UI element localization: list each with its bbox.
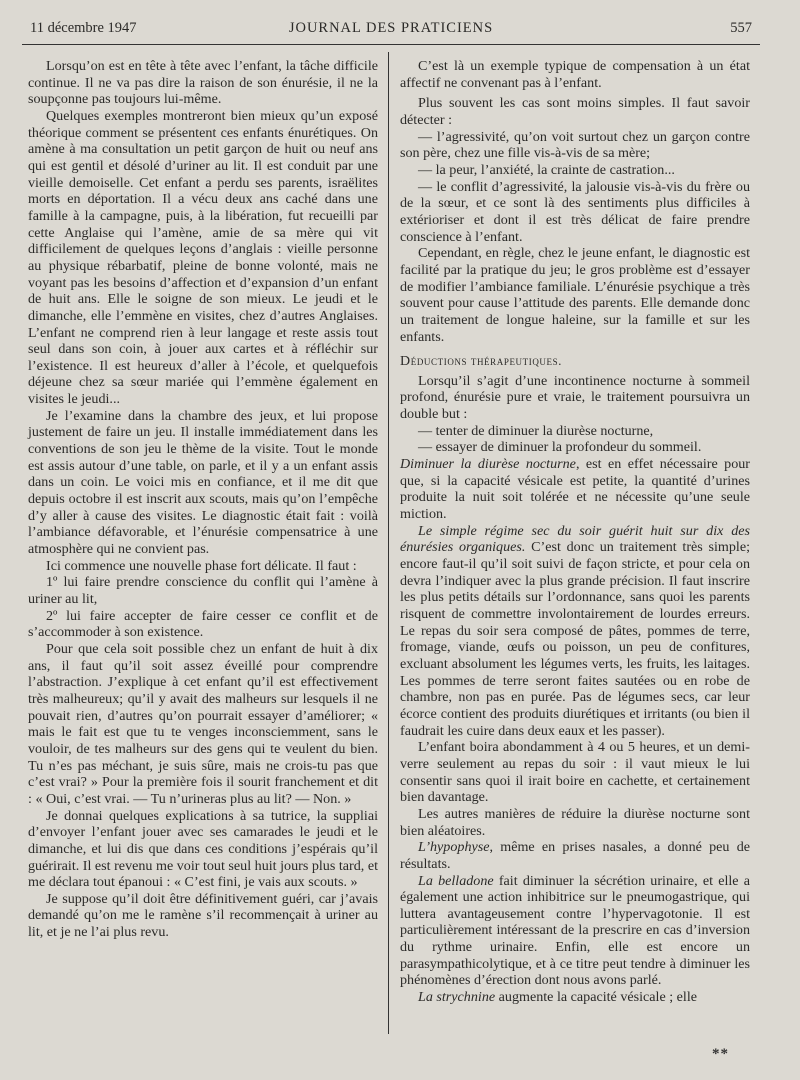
paragraph: C’est là un exemple typique de compensation à un état affectif ne convenant pas à l’enfant. [400,58,750,91]
paragraph: Cependant, en règle, chez le jeune enfant, le diagnostic est facilité par la pratique du jeu; le gros problème est d’essayer de modifier l’ambiance familiale. L’énurésie psychique a très souvent pour cause l’attitude des parents. Elle demande donc un traitement de longue haleine, sur la famille et sur les enfants. [400,245,750,345]
dash-item: — tenter de diminuer la diurèse nocturne, [418,422,654,439]
paragraph: 2º lui faire accepter de faire cesser ce conflit et de s’accommoder à son existence. [28,607,378,641]
paragraph: Ici commence une nouvelle phase fort délicate. Il faut : [46,557,357,574]
paragraph: L’enfant boira abondamment à 4 ou 5 heures, et un demi-verre seulement au repas du soir : il vaut mieux le lui consentir sans quoi il irait boire en cachette, et certainement bien davantage. [400,739,750,806]
paragraph: Les autres manières de réduire la diurèse nocturne sont bien aléatoires. [400,805,750,839]
header-rule [22,44,760,45]
column-divider [388,52,389,1034]
paragraph [400,989,750,1006]
emphasis: La strychnine [418,989,496,1006]
emphasis: Le simple régime sec du soir guérit huit sur dix des énurésies organiques. [400,522,750,556]
dash-item: — la peur, l’anxiété, la crainte de castration... [418,161,675,178]
emphasis: Diminuer la diurèse nocturne [400,456,576,473]
paragraph: Plus souvent les cas sont moins simples. Il faut savoir détecter : [400,95,750,128]
paragraph: Je suppose qu’il doit être définitivement guéri, car j’avais demandé qu’on me le ramène s’il recommençait à uriner au lit, et je ne l’ai plus revu. [28,890,378,941]
paragraph [400,523,750,740]
emphasis: L’hypophyse [418,839,490,856]
paragraph-text: , même en prises nasales, a donné peu de résultats. [400,839,750,872]
issue-date: 11 décembre 1947 [30,20,137,36]
paragraph: 1º lui faire prendre conscience du conflit qui l’amène à uriner au lit, [28,574,378,607]
left-column [28,58,378,941]
paragraph: Lorsqu’il s’agit d’une incontinence nocturne à sommeil profond, énurésie pure et vraie, le traitement poursuivra un double but : [400,372,750,423]
dash-item: — l’agressivité, qu’on voit surtout chez un garçon contre son père, chez une fille vis-à-vis de sa mère; [400,128,750,162]
page-number: 557 [730,20,752,36]
paragraph: Je donnai quelques explications à sa tutrice, la suppliai d’envoyer l’enfant jouer avec ses camarades le jeudi et le dimanche, et lui dis que dans ces conditions j’espérais qu’il guérirait. Il est revenu me voir tout seul huit jours plus tard, et me déclara tout épanoui : « C’est fini, je vais aux scouts. » [28,807,378,891]
paragraph-text: augmente la capacité vésicale ; elle [495,989,698,1006]
paragraph-text: fait diminuer la sécrétion urinaire, et elle a également une action inhibitrice sur le pneumogastrique, qui luttera avantageusement contre l’hypervagotonie. Il est particulièrement intéressant de la prescrire en cas d’inversion du rythme urinaire. Enfin, elle est encore un parasympathicolytique, et à ce titre peut tendre à diminuer les phénomènes d’érection dont nous avons parlé. [400,872,750,989]
signature-mark: ** [712,1046,729,1062]
running-head [30,17,752,39]
paragraph [400,839,750,872]
paragraph [400,873,750,990]
paragraph: Je l’examine dans la chambre des jeux, et lui propose justement de faire un jeu. Il installe immédiatement dans les conventions de son jeu le thème de la visite. Tout le monde est assis autour d’une table, on parle, et il y a un enfant assis dans un coin. Le voici mis en confiance, et il me dit que depuis octobre il est inscrit aux scouts, mais qu’on l’empêche d’y aller à cause des visites. Le diagnostic était fait : voilà l’ambiance défavorable, et l’énurésie compensatrice à une atmosphère qui ne convient pas. [28,407,378,558]
emphasis: La belladone [418,872,494,889]
paragraph: Quelques exemples montreront bien mieux qu’un exposé théorique comment se présentent ces enfants énurétiques. On amène à ma consultation un petit garçon de huit ou neuf ans qui est gentil et désolé d’uriner au lit. Il est conduit par une vieille demoiselle. Cet enfant a perdu ses parents, israëlites morts en déportation. Il a vécu deux ans caché dans une famille à la campagne, puis, à la libération, fut recueilli par cette Anglaise qui l’amène, amie de sa mère qui vit difficilement de quelques leçons d’anglais : vieille personne au physique rébarbatif, pleine de bonne volonté, mais ne voyant pas les besoins d’affection et d’expansion d’un enfant de huit ans. Elle le soigne de son mieux. Le jeudi et le dimanche, elle l’emmène en visites, chez d’autres Anglaises. L’enfant ne comprend rien à leur langage et reste assis tout seul dans son coin, à jouer aux cartes et à réfléchir sur l’existence. Il est heureux d’aller à l’école, et quelquefois déjeune chez sa sœur mariée qui l’emmène également en visites le jeudi... [28,107,378,408]
dash-item: — le conflit d’agressivité, la jalousie vis-à-vis du frère ou de la sœur, et ce sont là des sentiments plus difficiles à extérioriser et dont il est très délicat de faire prendre conscience à l’enfant. [400,178,750,245]
right-column [400,58,750,1006]
section-heading: Déductions thérapeutiques. [400,354,562,370]
journal-title: JOURNAL DES PRATICIENS [288,20,494,36]
paragraph [400,456,750,523]
paragraph: Pour que cela soit possible chez un enfant de huit à dix ans, il faut qu’il soit assez éveillé pour comprendre l’abstraction. J’explique à cet enfant qu’il est effectivement très malheureux; qu’il y avait des malheurs sur lesquels il ne pouvait rien, d’autres qu’on pourrait essayer d’améliorer; « mais le fait est que tu te venges inconsciemment, sans le vouloir, de tes malheurs sur des gens qui te veulent du bien. Tu n’es pas méchant, je suis sûre, mais ne crois-tu pas que c’est vrai? » Pour la première fois il sourit franchement et dit : « Oui, c’est vrai. — Tu n’urineras plus au lit? — Non. » [28,640,378,807]
paragraph-text: C’est donc un traitement très simple; encore faut-il qu’il soit suivi de façon stricte, et pour cela on devra l’indiquer avec la plus grande précision. Il faut inscrire les plus petits détails sur l’ordonnance, sans quoi les parents risquent de commettre involontairement de lourdes erreurs. Le repas du soir sera composé de pâtes, pommes de terre, fromage, viande, œufs ou poisson, un peu de confitures, excluant absolument les légumes verts, les fruits, les laitages. Les pommes de terre seront faites sautées ou en robe de chambre, non pas en purée. Pas de légumes secs, car leur écorce contient des produits diurétiques et irritants (ou bien il faudrait les cuire dans deux eaux et les passer). [400,539,750,739]
dash-item: — essayer de diminuer la profondeur du sommeil. [418,439,702,456]
paragraph: Lorsqu’on est en tête à tête avec l’enfant, la tâche difficile continue. Il ne va pas dire la raison de son énurésie, il ne la soupçonne pas toujours lui-même. [28,58,378,108]
paragraph-text: , est en effet nécessaire pour que, si la capacité vésicale est petite, la quantité d’urines produite la nuit soit tolérée et ne nécessite qu’une seule miction. [400,456,750,523]
